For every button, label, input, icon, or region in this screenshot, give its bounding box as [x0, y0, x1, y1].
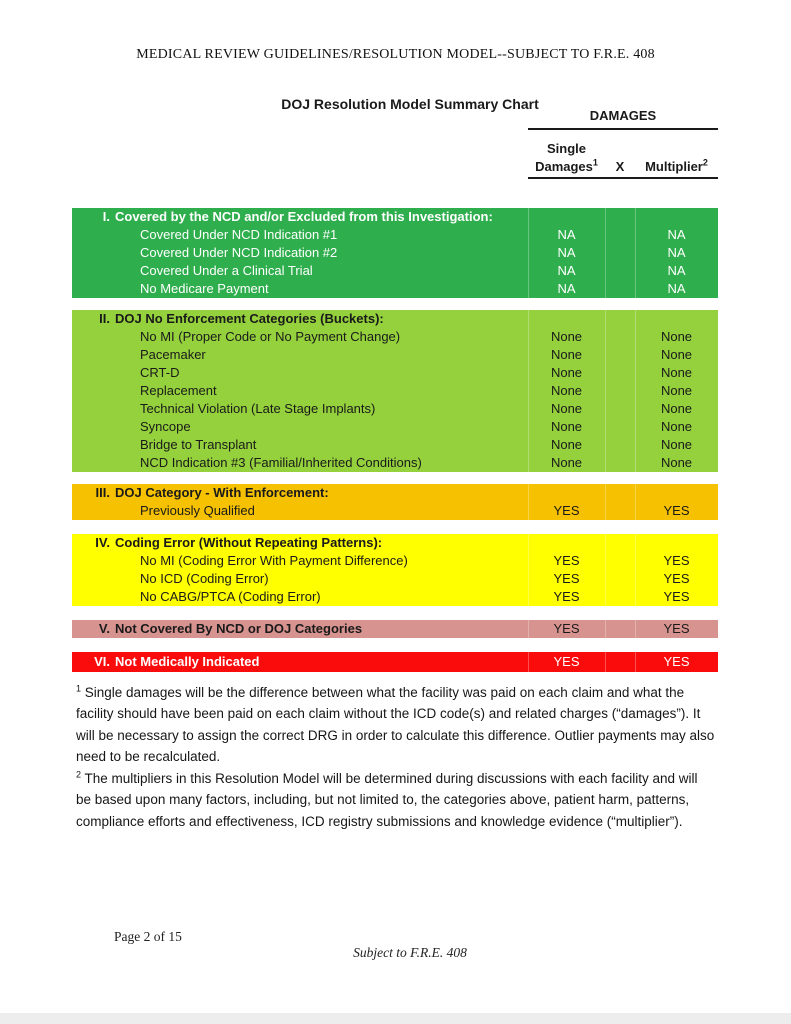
column-headers-rule: [528, 177, 718, 179]
row-label: Syncope: [140, 419, 191, 434]
row-label: Previously Qualified: [140, 503, 255, 518]
footnote-text: Single damages will be the difference between what the facility was paid on each claim and what the facility should have been paid on each claim without the ICD code(s) and related charges (“damages”). It will be necessary to assign the correct DRG in order to calculate this difference. Outlier payments may also need to be recalculated.: [76, 685, 715, 765]
row-label: No CABG/PTCA (Coding Error): [140, 589, 321, 604]
single-damages-value: None: [550, 401, 583, 416]
multiplier-value: YES: [663, 621, 690, 636]
table-row: [72, 588, 718, 606]
table-row: [72, 400, 718, 418]
row-label: Technical Violation (Late Stage Implants): [140, 401, 376, 416]
table-row: [72, 454, 718, 472]
table-row: [72, 244, 718, 262]
section-title: Covered by the NCD and/or Excluded from this Investigation:: [115, 209, 493, 224]
row-label: No Medicare Payment: [140, 281, 269, 296]
section-title: Coding Error (Without Repeating Patterns):: [115, 535, 383, 550]
section-numeral: II.: [99, 311, 110, 326]
row-label: Covered Under NCD Indication #2: [140, 245, 338, 260]
row-label: Bridge to Transplant: [140, 437, 257, 452]
section-iv-coding-error: [72, 534, 718, 606]
footnote-text: The multipliers in this Resolution Model will be determined during discussions with each facility and will be based upon many factors, including, but not limited to, the categories above, patient harm, patterns, compliance efforts and effectiveness, ICD registry submissions and knowledge evidence (“multiplier”).: [76, 771, 698, 829]
single-damages-value: None: [550, 455, 583, 470]
section-numeral: IV.: [95, 535, 110, 550]
row-label: No MI (Proper Code or No Payment Change): [140, 329, 401, 344]
multiplier-value: YES: [663, 571, 690, 586]
single-damages-value: YES: [553, 621, 580, 636]
row-label: Covered Under a Clinical Trial: [140, 263, 313, 278]
multiplier-value: None: [660, 365, 693, 380]
footnote-single-damages: [76, 682, 716, 768]
single-damages-value: None: [550, 329, 583, 344]
table-row: [72, 552, 718, 570]
section-header-row: [72, 310, 718, 328]
table-row: [72, 226, 718, 244]
section-numeral: VI.: [94, 654, 110, 669]
section-ii-no-enforcement: [72, 310, 718, 472]
single-damages-value: None: [550, 437, 583, 452]
multiplier-value: YES: [663, 589, 690, 604]
footnote-1-marker: 1: [76, 683, 82, 694]
table-row: [72, 328, 718, 346]
section-title: Not Medically Indicated: [115, 654, 260, 669]
single-damages-header-line1: Single: [546, 141, 586, 156]
section-header-row: [72, 652, 718, 672]
table-row: [72, 346, 718, 364]
multiplier-value: NA: [667, 281, 686, 296]
section-title: Not Covered By NCD or DOJ Categories: [115, 621, 363, 636]
single-damages-value: YES: [553, 589, 580, 604]
table-row: [72, 502, 718, 520]
single-damages-value: YES: [553, 503, 580, 518]
single-damages-value: YES: [553, 571, 580, 586]
single-damages-value: NA: [557, 281, 576, 296]
single-damages-value: YES: [553, 654, 580, 669]
row-label: Pacemaker: [140, 347, 206, 362]
multiplier-value: None: [660, 419, 693, 434]
single-damages-value: None: [550, 347, 583, 362]
footnote-1-marker: 1: [592, 157, 598, 168]
section-header-row: [72, 208, 718, 226]
section-numeral: I.: [102, 209, 110, 224]
document-header: MEDICAL REVIEW GUIDELINES/RESOLUTION MODEL--SUBJECT TO F.R.E. 408: [136, 47, 655, 62]
multiplier-value: NA: [667, 245, 686, 260]
multiplier-value: None: [660, 437, 693, 452]
single-damages-value: None: [550, 419, 583, 434]
section-header-row: [72, 534, 718, 552]
single-damages-header-line2: Damages$^1$: [535, 157, 598, 174]
table-row: [72, 262, 718, 280]
multiplier-value: None: [660, 383, 693, 398]
single-damages-value: NA: [557, 245, 576, 260]
section-numeral: III.: [95, 485, 110, 500]
row-label: No ICD (Coding Error): [140, 571, 269, 586]
single-damages-value: NA: [557, 263, 576, 278]
scan-edge-strip: [0, 1013, 791, 1024]
single-damages-value: None: [550, 365, 583, 380]
multiplier-value: None: [660, 329, 693, 344]
multiplier-value: NA: [667, 263, 686, 278]
multiplier-value: None: [660, 401, 693, 416]
table-row: [72, 436, 718, 454]
table-row: [72, 364, 718, 382]
multiplier-value: YES: [663, 503, 690, 518]
section-iii-with-enforcement: [72, 484, 718, 520]
table-row: [72, 570, 718, 588]
multiplication-sign-label: X: [615, 159, 625, 174]
section-title: DOJ No Enforcement Categories (Buckets):: [115, 311, 384, 326]
multiplier-header: Multiplier$^2$: [645, 157, 708, 174]
row-label: CRT-D: [140, 365, 180, 380]
multiplier-value: None: [660, 455, 693, 470]
section-i-covered-by-ncd: [72, 208, 718, 298]
multiplier-value: YES: [663, 654, 690, 669]
row-label: No MI (Coding Error With Payment Difference): [140, 553, 408, 568]
section-title: DOJ Category - With Enforcement:: [115, 485, 329, 500]
multiplier-value: YES: [663, 553, 690, 568]
footer-fre-notice: Subject to F.R.E. 408: [353, 945, 467, 960]
row-label: Replacement: [140, 383, 217, 398]
footnote-2-marker: 2: [702, 157, 708, 168]
page-number: Page 2 of 15: [114, 929, 182, 944]
section-vi-not-medically-indicated: [72, 652, 718, 672]
footnote-2-marker: 2: [76, 769, 82, 780]
damages-column-group-header: DAMAGES: [589, 108, 657, 123]
damages-header-rule: [528, 128, 718, 130]
section-header-row: [72, 620, 718, 638]
section-numeral: V.: [98, 621, 110, 636]
section-v-not-covered: [72, 620, 718, 638]
chart-title: DOJ Resolution Model Summary Chart: [281, 96, 539, 112]
row-label: NCD Indication #3 (Familial/Inherited Conditions): [140, 455, 422, 470]
single-damages-value: YES: [553, 553, 580, 568]
table-row: [72, 418, 718, 436]
single-damages-value: NA: [557, 227, 576, 242]
single-damages-value: None: [550, 383, 583, 398]
table-row: [72, 280, 718, 298]
row-label: Covered Under NCD Indication #1: [140, 227, 338, 242]
multiplier-value: None: [660, 347, 693, 362]
table-row: [72, 382, 718, 400]
footnote-multiplier: [76, 768, 716, 832]
section-header-row: [72, 484, 718, 502]
multiplier-value: NA: [667, 227, 686, 242]
